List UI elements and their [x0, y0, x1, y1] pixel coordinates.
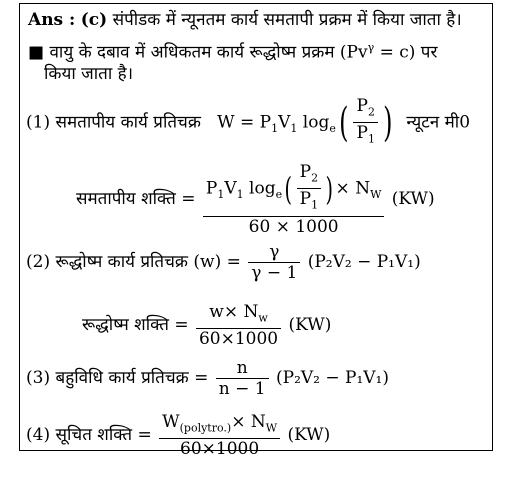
- answer-text: संपीडक में न्यूनतम कार्य समतापी प्रक्रम में किया जाता है।: [112, 10, 462, 30]
- indicated-power-label: सूचित शक्ति: [55, 425, 133, 446]
- denominator: 60×1000: [180, 439, 260, 460]
- gamma-fraction: [248, 242, 300, 283]
- pressure-ratio: [297, 162, 321, 216]
- equals-sign: =: [181, 188, 196, 209]
- v-symbol: V: [278, 112, 291, 133]
- answer-box: [19, 3, 493, 460]
- gamma-exponent: γ: [367, 41, 375, 54]
- adiabatic-power-fraction: [196, 302, 281, 349]
- item-number: (3): [26, 368, 51, 388]
- isothermal-power-line: [76, 162, 435, 237]
- sub: 1: [236, 187, 244, 201]
- adiabatic-power-line: [82, 302, 331, 349]
- denominator: n − 1: [218, 379, 266, 399]
- indicated-power-fraction: [159, 412, 280, 459]
- p-symbol: P: [356, 96, 368, 116]
- n-fraction: [216, 358, 269, 399]
- sub: e: [329, 121, 336, 135]
- answer-option: (c): [80, 10, 108, 30]
- denominator: 60×1000: [198, 329, 279, 350]
- indicated-power-line: [26, 412, 330, 459]
- item-number: (4): [26, 425, 51, 446]
- equals-sign: =: [137, 425, 152, 446]
- numerator: w× N: [209, 302, 259, 322]
- polytropic-work-line: [26, 358, 389, 399]
- paren-close: ): [325, 169, 334, 208]
- denominator: γ − 1: [251, 263, 298, 283]
- answer-line: [28, 10, 462, 30]
- adiabatic-work-label: रूद्धोष्म कार्य प्रतिचक्र: [55, 252, 188, 272]
- sub: 1: [217, 187, 225, 201]
- denominator: 60 × 1000: [248, 216, 339, 237]
- sub: 1: [271, 121, 279, 135]
- numerator: n: [216, 358, 269, 379]
- sub: w: [258, 311, 268, 325]
- paren-open: (: [284, 169, 293, 208]
- adiabatic-note-text: वायु के दबाव में अधिकतम कार्य रूद्धोष्म प्रक्रम (Pv: [49, 42, 368, 63]
- sub: e: [275, 187, 283, 201]
- v-symbol: V: [224, 178, 237, 199]
- sub: (polytro.): [179, 421, 232, 435]
- isothermal-work-lhs: W = P: [217, 112, 272, 133]
- isothermal-power-label: समतापीय शक्ति: [76, 188, 176, 209]
- polytropic-work-rhs: (P₂V₂ − P₁V₁): [276, 368, 390, 388]
- log-symbol: log: [302, 112, 330, 133]
- isothermal-work-line: [26, 96, 470, 150]
- adiabatic-note-eq: = c) पर: [379, 42, 438, 63]
- equals-sign: =: [194, 368, 209, 388]
- item-number: (1): [26, 112, 51, 133]
- numerator: γ: [248, 242, 300, 263]
- paren-close: ): [383, 99, 393, 146]
- answer-label: Ans :: [28, 10, 76, 30]
- adiabatic-note-text-2: किया जाता है।: [44, 64, 134, 84]
- adiabatic-work-line: [26, 242, 421, 283]
- isothermal-work-unit: न्यूटन मी0: [406, 112, 471, 133]
- isothermal-work-label: समतापीय कार्य प्रतिचक्र: [55, 112, 201, 133]
- p-symbol: P: [299, 189, 312, 210]
- sub: 1: [290, 121, 298, 135]
- adiabatic-work-lhs: (w) =: [193, 252, 241, 272]
- times-n: × N: [335, 178, 371, 199]
- sub: 2: [311, 171, 319, 185]
- unit: (KW): [288, 315, 332, 336]
- adiabatic-work-rhs: (P₂V₂ − P₁V₁): [307, 252, 421, 272]
- adiabatic-power-label: रूद्धोष्म शक्ति: [82, 315, 169, 336]
- sub: 1: [311, 198, 319, 212]
- p-symbol: P: [356, 123, 368, 144]
- p-symbol: P: [205, 178, 218, 199]
- unit: (KW): [391, 188, 435, 209]
- p-symbol: P: [299, 162, 312, 182]
- item-number: (2): [26, 252, 51, 272]
- polytropic-work-label: बहुविधि कार्य प्रतिचक्र: [55, 368, 189, 388]
- equals-sign: =: [174, 315, 189, 336]
- w-symbol: W: [162, 412, 180, 432]
- sub: W: [265, 421, 278, 435]
- sub: 1: [367, 132, 375, 146]
- log-symbol: log: [249, 178, 276, 199]
- sub: W: [370, 187, 382, 201]
- pressure-ratio: [353, 96, 377, 150]
- isothermal-power-fraction: [203, 162, 384, 237]
- adiabatic-note-line2: [44, 64, 133, 84]
- unit: (KW): [287, 425, 331, 446]
- adiabatic-note-line1: [28, 38, 437, 63]
- sub: 2: [367, 105, 375, 119]
- paren-open: (: [338, 99, 349, 146]
- times-n: × N: [231, 412, 266, 432]
- bullet-icon: ■: [28, 42, 45, 63]
